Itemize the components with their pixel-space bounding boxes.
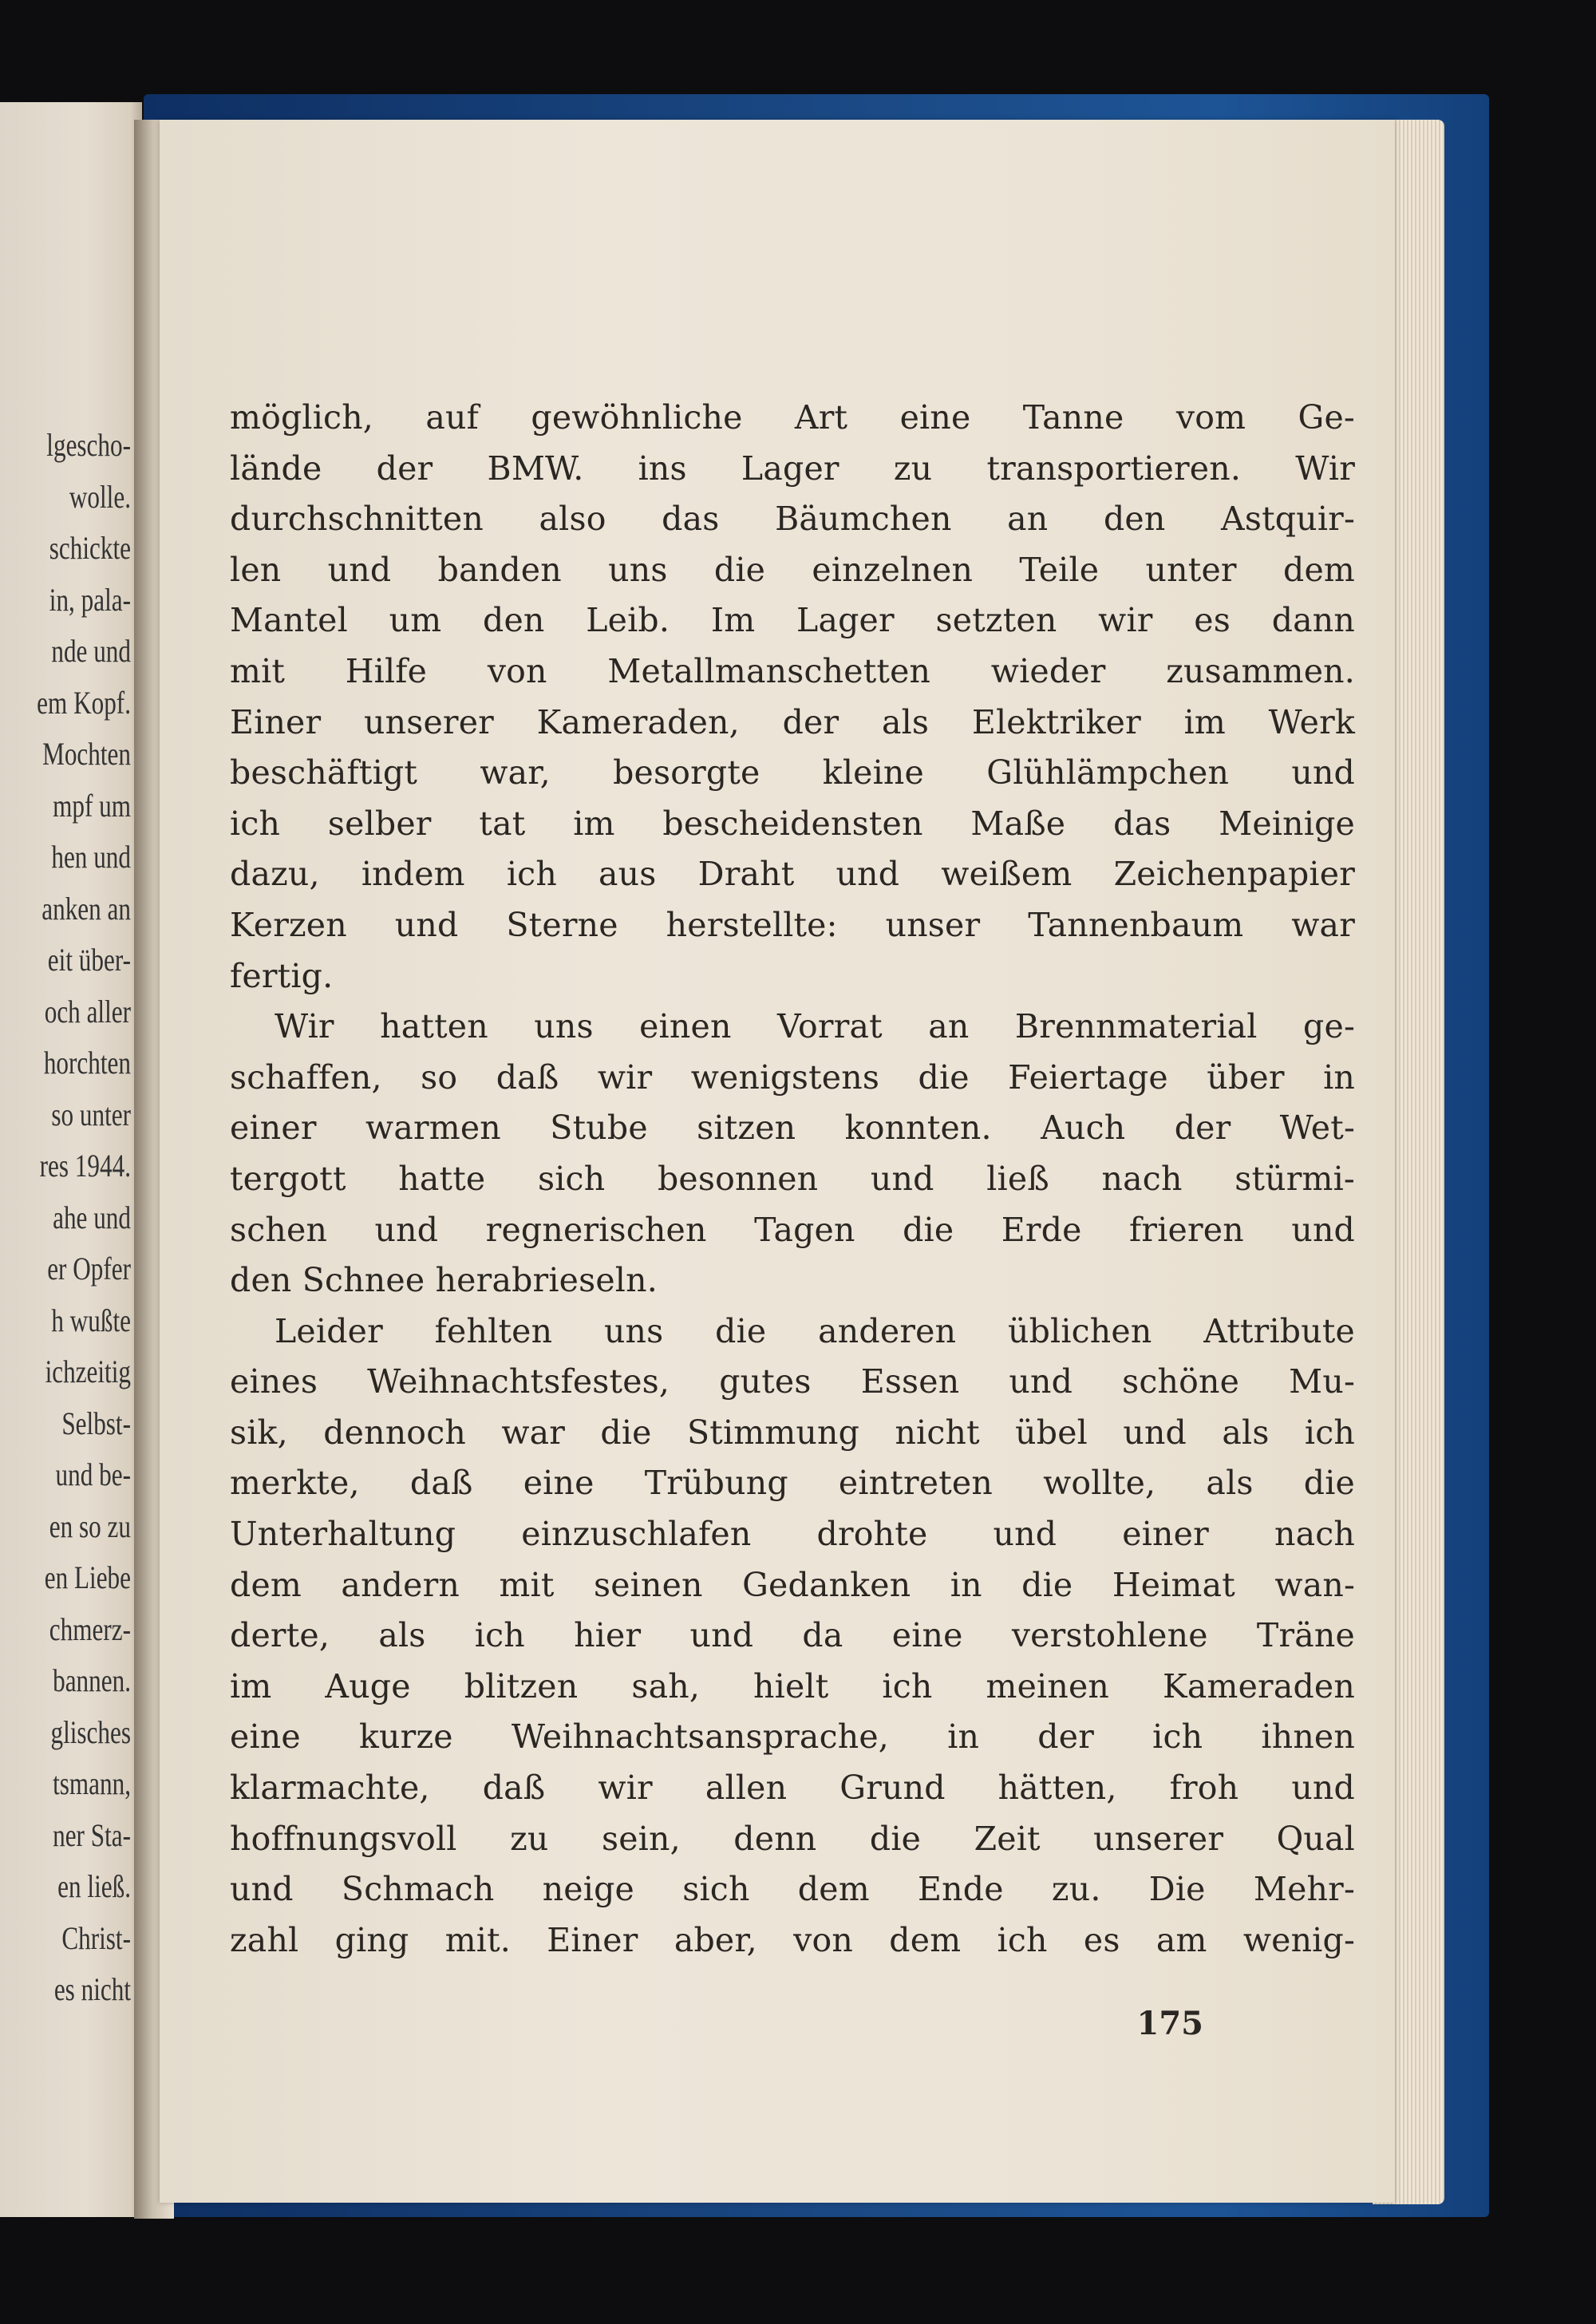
text-line: schaffen, so daß wir wenigstens die Feiertage über in xyxy=(230,1057,1355,1097)
previous-page-line: so unter xyxy=(51,1096,131,1132)
text-line: Unterhaltung einzuschlafen drohte und einer nach xyxy=(230,1515,1355,1554)
previous-page-line: ichzeitig xyxy=(45,1354,131,1389)
text-line: schen und regnerischen Tagen die Erde frieren und xyxy=(230,1210,1355,1249)
text-line: durchschnitten also das Bäumchen an den Astquir- xyxy=(230,500,1355,539)
text-line: Einer unserer Kameraden, der als Elektriker im Werk xyxy=(230,702,1355,741)
text-line: ich selber tat im bescheidensten Maße das Meinige xyxy=(230,804,1355,843)
text-line: einer warmen Stube sitzen konnten. Auch der Wet- xyxy=(230,1109,1355,1148)
previous-page-line: Christ- xyxy=(61,1919,131,1956)
text-line: tergott hatte sich besonnen und ließ nach stürmi- xyxy=(230,1159,1355,1198)
previous-page-line: res 1944. xyxy=(39,1148,131,1184)
text-line: Kerzen und Sterne herstellte: unser Tannenbaum war xyxy=(230,905,1355,944)
text-line: sik, dennoch war die Stimmung nicht übel und als ich xyxy=(230,1413,1355,1452)
previous-page-line: em Kopf. xyxy=(37,684,131,721)
text-line: mit Hilfe von Metallmanschetten wieder zusammen. xyxy=(230,651,1355,690)
text-line: zahl ging mit. Einer aber, von dem ich es am wenig- xyxy=(230,1920,1355,1959)
previous-page-line: es nicht xyxy=(53,1971,131,2007)
text-line: lände der BMW. ins Lager zu transportieren. Wir xyxy=(230,449,1355,488)
page-body-text xyxy=(230,393,1355,1966)
previous-page-line: hen und xyxy=(51,839,131,875)
previous-page-line: och aller xyxy=(44,993,131,1030)
previous-page-line: Selbst- xyxy=(61,1405,131,1441)
text-line: dem andern mit seinen Gedanken in die Heimat wan- xyxy=(230,1565,1355,1604)
previous-page-line: mpf um xyxy=(53,787,131,824)
previous-page-line: er Opfer xyxy=(47,1251,131,1286)
text-line: dazu, indem ich aus Draht und weißem Zeichenpapier xyxy=(230,855,1355,894)
previous-page-line: h wußte xyxy=(51,1302,131,1338)
text-line: eines Weihnachtsfestes, gutes Essen und schöne Mu- xyxy=(230,1362,1355,1401)
text-line: im Auge blitzen sah, hielt ich meinen Kameraden xyxy=(230,1666,1355,1705)
previous-page-line: ahe und xyxy=(53,1199,131,1235)
text-line: eine kurze Weihnachtsansprache, in der ich ihnen xyxy=(230,1717,1355,1757)
text-line: derte, als ich hier und da eine verstohlene Träne xyxy=(230,1616,1355,1655)
current-page xyxy=(160,120,1395,2203)
previous-page-line: ner Sta- xyxy=(53,1816,131,1853)
text-line: fertig. xyxy=(230,956,334,995)
previous-page-line: schickte xyxy=(49,530,131,566)
text-line: Leider fehlten uns die anderen üblichen Attribute xyxy=(275,1311,1355,1350)
previous-page-line: lgescho- xyxy=(46,427,131,463)
previous-page-text xyxy=(0,420,131,2016)
text-line: Mantel um den Leib. Im Lager setzten wir es dann xyxy=(230,601,1355,640)
text-line: und Schmach neige sich dem Ende zu. Die Mehr- xyxy=(230,1870,1355,1909)
text-line: hoffnungsvoll zu sein, denn die Zeit unserer Qual xyxy=(230,1819,1355,1858)
previous-page-line: anken an xyxy=(41,890,131,927)
previous-page-line: en so zu xyxy=(49,1508,131,1544)
previous-page-line: wolle. xyxy=(69,478,131,515)
previous-page-line: tsmann, xyxy=(53,1765,131,1801)
text-line: beschäftigt war, besorgte kleine Glühlämpchen und xyxy=(230,753,1355,792)
previous-page-line: Mochten xyxy=(42,736,131,772)
previous-page-line: en ließ. xyxy=(57,1868,131,1904)
text-line: möglich, auf gewöhnliche Art eine Tanne vom Ge- xyxy=(230,398,1355,437)
previous-page-line: en Liebe xyxy=(44,1559,131,1595)
text-line: klarmachte, daß wir allen Grund hätten, froh und xyxy=(230,1769,1355,1808)
previous-page-line: chmerz- xyxy=(49,1611,131,1647)
previous-page-line: glisches xyxy=(50,1713,131,1750)
page-number: 175 xyxy=(1136,2005,1203,2042)
text-line: Wir hatten uns einen Vorrat an Brennmaterial ge- xyxy=(275,1007,1355,1046)
previous-page-line: eit über- xyxy=(47,942,131,978)
text-line: den Schnee herabrieseln. xyxy=(230,1261,658,1300)
text-line: len und banden uns die einzelnen Teile unter dem xyxy=(230,550,1355,589)
previous-page-line: nde und xyxy=(51,633,131,669)
previous-page-line: bannen. xyxy=(53,1662,131,1698)
previous-page-line: in, pala- xyxy=(49,581,131,618)
previous-page-line: und be- xyxy=(55,1456,131,1492)
previous-page-line: horchten xyxy=(43,1045,131,1081)
previous-page xyxy=(0,102,142,2217)
text-line: merkte, daß eine Trübung eintreten wollte, als die xyxy=(230,1464,1355,1503)
